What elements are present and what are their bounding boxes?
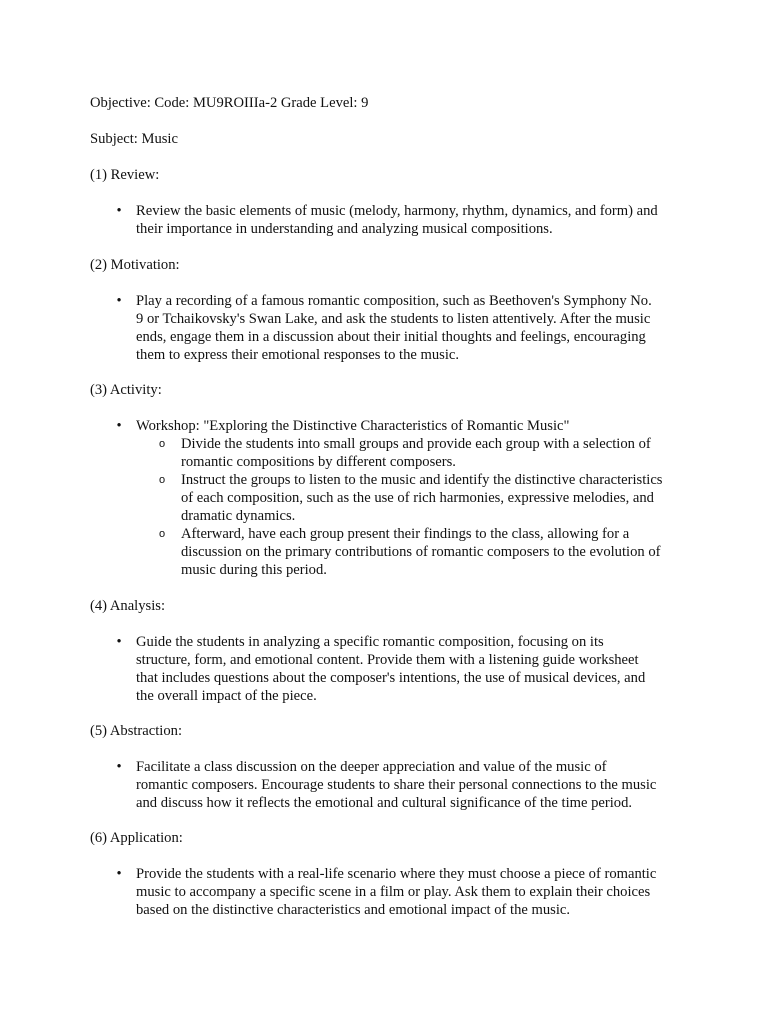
activity-subitem-2: [158, 471, 701, 525]
review-heading: (1) Review:: [90, 167, 160, 183]
activity-heading: (3) Activity:: [90, 382, 162, 398]
activity-subitem-3-line-3: music during this period.: [181, 562, 327, 578]
activity-subitem-1-line-2: romantic compositions by different composers.: [181, 454, 456, 470]
activity-subitem-3-line-1: Afterward, have each group present their findings to the class, allowing for a: [181, 526, 630, 542]
activity-subitem-3-line-2: discussion on the primary contributions of romantic composers to the evolution of: [181, 544, 661, 560]
motivation-bullet: [116, 292, 696, 364]
analysis-line-4: the overall impact of the piece.: [136, 688, 317, 704]
bullet-icon: •: [116, 203, 122, 219]
application-line-2: music to accompany a specific scene in a film or play. Ask them to explain their choices: [136, 884, 651, 900]
activity-subitem-2-line-3: dramatic dynamics.: [181, 508, 296, 524]
sub-bullet-icon: o: [158, 474, 166, 486]
sub-bullet-icon: o: [158, 528, 166, 540]
subject-line: Subject: Music: [90, 131, 178, 147]
abstraction-bullet: [116, 758, 696, 812]
analysis-line-1: Guide the students in analyzing a specific romantic composition, focusing on its: [136, 634, 604, 650]
motivation-line-3: ends, engage them in a discussion about their initial thoughts and feelings, encouraging: [136, 329, 646, 345]
abstraction-heading: (5) Abstraction:: [90, 723, 183, 739]
abstraction-line-1: Facilitate a class discussion on the deeper appreciation and value of the music of: [136, 759, 607, 775]
sub-bullet-icon: o: [158, 438, 166, 450]
abstraction-line-2: romantic composers. Encourage students to share their personal connections to the music: [136, 777, 657, 793]
bullet-icon: •: [116, 866, 122, 882]
motivation-line-1: Play a recording of a famous romantic composition, such as Beethoven's Symphony No.: [136, 293, 652, 309]
analysis-line-2: structure, form, and emotional content. Provide them with a listening guide worksheet: [136, 652, 639, 668]
activity-subitem-2-line-1: Instruct the groups to listen to the music and identify the distinctive characteristics: [181, 472, 663, 488]
activity-subitem-2-line-2: of each composition, such as the use of rich harmonies, expressive melodies, and: [181, 490, 654, 506]
objective-line: Objective: Code: MU9ROIIIa-2 Grade Level: 9: [90, 95, 369, 111]
abstraction-line-3: and discuss how it reflects the emotional and cultural significance of the time period.: [136, 795, 633, 811]
analysis-heading: (4) Analysis:: [90, 598, 165, 614]
motivation-line-4: them to express their emotional responses to the music.: [136, 347, 460, 363]
activity-bullet: [116, 417, 696, 435]
review-line-1: Review the basic elements of music (melody, harmony, rhythm, dynamics, and form) and: [136, 203, 658, 219]
bullet-icon: •: [116, 418, 122, 434]
activity-subitem-3: [158, 525, 701, 579]
motivation-heading: (2) Motivation:: [90, 257, 180, 273]
motivation-line-2: 9 or Tchaikovsky's Swan Lake, and ask the students to listen attentively. After the music: [136, 311, 651, 327]
review-bullet: [116, 202, 696, 238]
activity-subitem-1-line-1: Divide the students into small groups and provide each group with a selection of: [181, 436, 651, 452]
analysis-bullet: [116, 633, 696, 705]
application-line-1: Provide the students with a real-life scenario where they must choose a piece of romantic: [136, 866, 657, 882]
review-line-2: their importance in understanding and analyzing musical compositions.: [136, 221, 553, 237]
bullet-icon: •: [116, 759, 122, 775]
analysis-line-3: that includes questions about the composer's intentions, the use of musical devices, and: [136, 670, 646, 686]
activity-line-1: Workshop: "Exploring the Distinctive Characteristics of Romantic Music": [136, 418, 570, 434]
application-heading: (6) Application:: [90, 830, 183, 846]
bullet-icon: •: [116, 293, 122, 309]
bullet-icon: •: [116, 634, 122, 650]
application-bullet: [116, 865, 696, 919]
activity-subitem-1: [158, 435, 701, 471]
application-line-3: based on the distinctive characteristics and emotional impact of the music.: [136, 902, 571, 918]
